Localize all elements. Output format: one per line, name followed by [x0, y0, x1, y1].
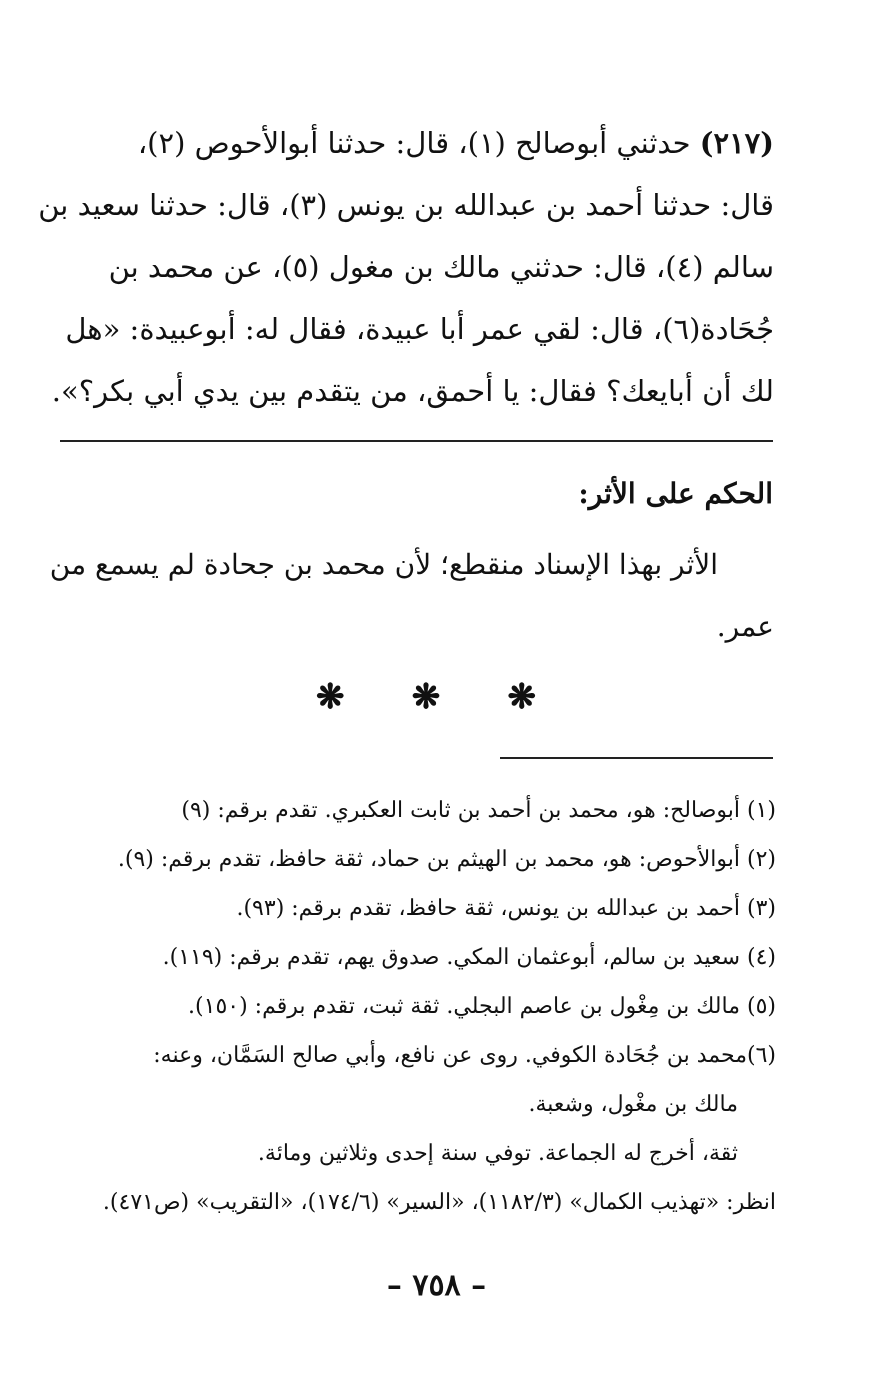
star-icon: ❋ — [316, 677, 345, 717]
footnote-2: (٢) أبوالأحوص: هو، محمد بن الهيثم بن حماد، ثقة حافظ، تقدم برقم: (٩). — [117, 847, 776, 872]
entry-line-4: جُحَادة(٦)، قال: لقي عمر أبا عبيدة، فقال له: أبوعبيدة: «هل — [65, 312, 774, 346]
footnotes — [58, 786, 776, 1227]
entry-line-3: سالم (٤)، قال: حدثني مالك بن مغول (٥)، عن محمد بن — [108, 250, 774, 284]
star-separator — [316, 672, 536, 722]
section-divider — [60, 440, 773, 442]
judgement-text — [49, 534, 774, 658]
footnote-1: (١) أبوصالح: هو، محمد بن أحمد بن ثابت العكبري. تقدم برقم: (٩) — [181, 798, 776, 823]
footnote-3: (٣) أحمد بن عبدالله بن يونس، ثقة حافظ، تقدم برقم: (٩٣). — [236, 896, 776, 921]
hadith-entry — [38, 112, 774, 422]
entry-line-5: لك أن أبايعك؟ فقال: يا أحمق، من يتقدم بين يدي أبي بكر؟». — [51, 374, 774, 408]
footnote-5: (٥) مالك بن مِغْول بن عاصم البجلي. ثقة ثبت، تقدم برقم: (١٥٠). — [188, 994, 776, 1019]
entry-line-1: (٢١٧) حدثني أبوصالح (١)، قال: حدثنا أبوالأحوص (٢)، — [137, 126, 774, 160]
page-number: – ٧٥٨ – — [386, 1268, 487, 1303]
judgement-heading: الحكم على الأثر: — [578, 477, 773, 510]
footnote-6-references: انظر: «تهذيب الكمال» (١١٨٢/٣)، «السير» (١٧٤/٦)، «التقريب» (ص٤٧١). — [102, 1190, 776, 1215]
footnote-6: (٦)محمد بن جُحَادة الكوفي. روى عن نافع، وأبي صالح السَمَّان، وعنه: — [153, 1043, 776, 1068]
judgement-line-2: عمر. — [716, 610, 774, 643]
footnote-6-continued: مالك بن مغْول، وشعبة. — [528, 1092, 738, 1117]
footnote-4: (٤) سعيد بن سالم، أبوعثمان المكي. صدوق يهم، تقدم برقم: (١١٩). — [162, 945, 776, 970]
judgement-line-1: الأثر بهذا الإسناد منقطع؛ لأن محمد بن جحادة لم يسمع من — [49, 548, 718, 581]
entry-line-2: قال: حدثنا أحمد بن عبدالله بن يونس (٣)، قال: حدثنا سعيد بن — [38, 188, 774, 222]
star-icon: ❋ — [411, 677, 441, 717]
entry-number: (٢١٧) — [699, 126, 774, 160]
star-icon: ❋ — [507, 677, 536, 717]
footnote-divider — [500, 757, 773, 759]
footnote-6-note: ثقة، أخرج له الجماعة. توفي سنة إحدى وثلاثين ومائة. — [257, 1141, 738, 1166]
